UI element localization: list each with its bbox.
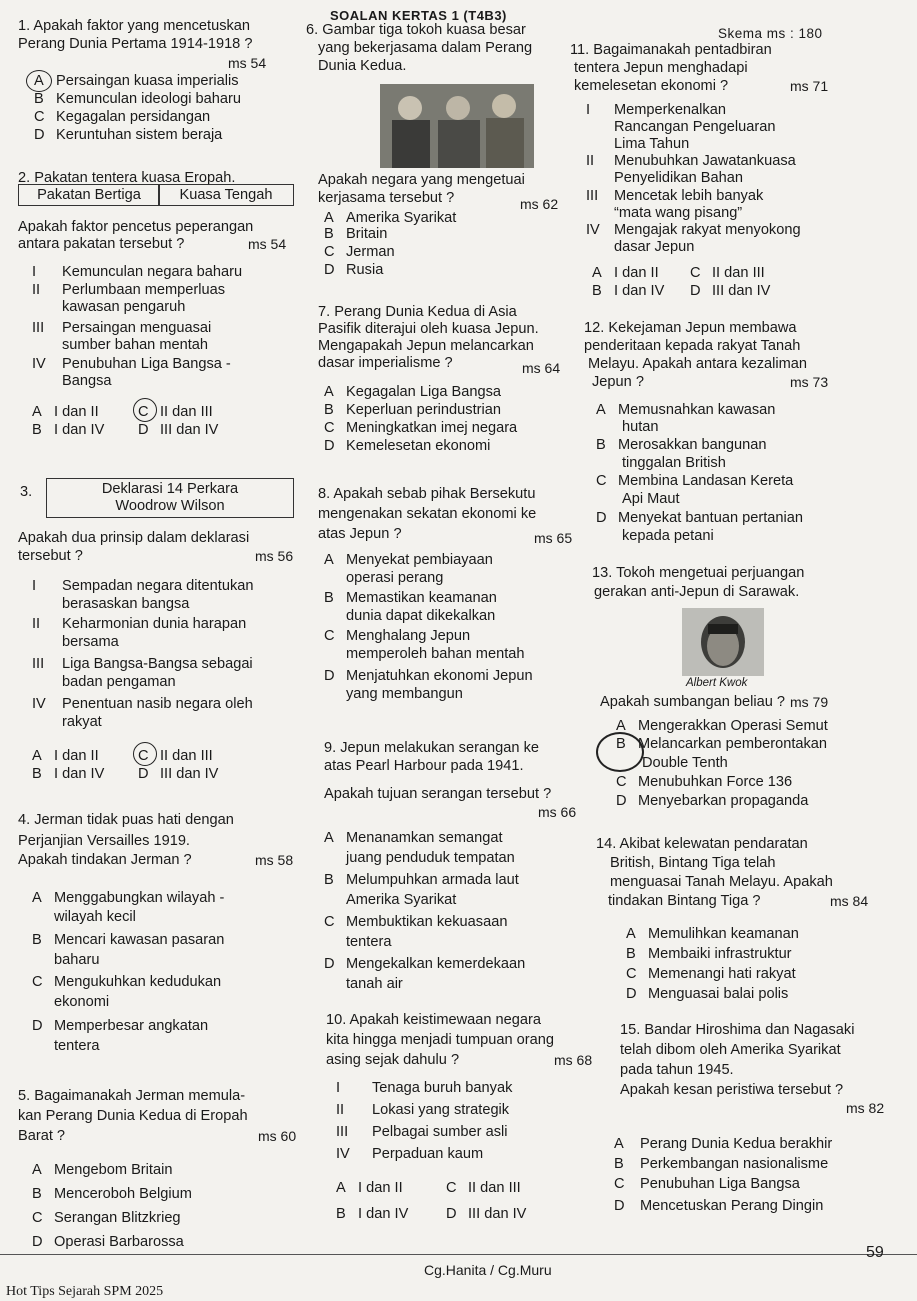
q11-item-iii-cont: “mata wang pisang” [614, 205, 743, 221]
q12-option-c-cont: Api Maut [622, 491, 680, 507]
q6-stem-4: Apakah negara yang mengetuai [318, 172, 525, 188]
q9-option-d[interactable]: D Mengekalkan kemerdekaan [324, 956, 526, 972]
q3-box-line-1: Deklarasi 14 Perkara [101, 481, 239, 497]
q14-option-d[interactable]: D Menguasai balai polis [626, 986, 789, 1002]
q9-option-c-cont: tentera [346, 934, 392, 950]
q15-option-b[interactable]: B Perkembangan nasionalisme [614, 1156, 829, 1172]
q10-ms: ms 68 [554, 1052, 593, 1068]
q3-item-i-cont: berasaskan bangsa [62, 596, 190, 612]
q3-option-a[interactable]: A I dan II [32, 748, 99, 764]
q8-stem-2: mengenakan sekatan ekonomi ke [318, 506, 537, 522]
q11-stem-1: 11. Bagaimanakah pentadbiran [570, 42, 772, 58]
q14-stem-2: British, Bintang Tiga telah [610, 855, 776, 871]
q15-option-a[interactable]: A Perang Dunia Kedua berakhir [614, 1136, 833, 1152]
q15-stem-3: pada tahun 1945. [620, 1062, 734, 1078]
q7-ms: ms 64 [522, 360, 561, 376]
q8-option-b[interactable]: B Memastikan keamanan [324, 590, 497, 606]
photo-caption: Albert Kwok [686, 677, 748, 689]
q4-option-c-cont: ekonomi [54, 994, 110, 1010]
q12-option-c[interactable]: C Membina Landasan Kereta [596, 473, 794, 489]
q9-option-d-cont: tanah air [346, 976, 403, 992]
q7-stem-3: Mengapakah Jepun melancarkan [318, 338, 534, 354]
q9-stem-2: atas Pearl Harbour pada 1941. [324, 758, 524, 774]
q1-option-d[interactable]: D Keruntuhan sistem beraja [34, 127, 223, 143]
q11-item-i-cont2: Lima Tahun [614, 136, 690, 152]
q4-option-a[interactable]: A Menggabungkan wilayah - [32, 890, 225, 906]
q8-option-a-cont: operasi perang [346, 570, 444, 586]
q12-option-a[interactable]: A Memusnahkan kawasan [596, 402, 776, 418]
q8-option-b-cont: dunia dapat dikekalkan [346, 608, 496, 624]
q6-stem-5: kerjasama tersebut ? [318, 190, 455, 206]
q7-option-a[interactable]: A Kegagalan Liga Bangsa [324, 384, 501, 400]
q11-item-ii: II Menubuhkan Jawatankuasa [586, 153, 796, 169]
q2-item-iii: III Persaingan menguasai [32, 320, 212, 336]
q6-option-a[interactable]: A Amerika Syarikat [324, 210, 457, 226]
q4-option-d-cont: tentera [54, 1038, 100, 1054]
q4-stem-2: Perjanjian Versailles 1919. [18, 833, 190, 849]
q9-option-a[interactable]: A Menanamkan semangat [324, 830, 503, 846]
q6-stem-1: 6. Gambar tiga tokoh kuasa besar [306, 22, 526, 38]
q9-option-c[interactable]: C Membuktikan kekuasaan [324, 914, 508, 930]
q9-stem-3: Apakah tujuan serangan tersebut ? [324, 786, 552, 802]
q13-stem-1: 13. Tokoh mengetuai perjuangan [592, 565, 805, 581]
q4-option-b-cont: baharu [54, 952, 100, 968]
q2-item-iv-cont: Bangsa [62, 373, 112, 389]
q10-item-iii: III Pelbagai sumber asli [336, 1124, 508, 1140]
q13-option-b[interactable]: B Melancarkan pemberontakan [616, 736, 828, 752]
q8-ms: ms 65 [534, 530, 573, 546]
q9-option-b[interactable]: B Melumpuhkan armada laut [324, 872, 519, 888]
q8-option-a[interactable]: A Menyekat pembiayaan [324, 552, 493, 568]
q11-item-i-cont1: Rancangan Pengeluaran [614, 119, 776, 135]
q3-item-iv-cont: rakyat [62, 714, 102, 730]
q10-stem-1: 10. Apakah keistimewaan negara [326, 1012, 541, 1028]
q6-stem-3: Dunia Kedua. [318, 58, 407, 74]
q7-option-d[interactable]: D Kemelesetan ekonomi [324, 438, 491, 454]
page-number: 59 [866, 1244, 884, 1261]
q2-question-2: antara pakatan tersebut ? [18, 236, 185, 252]
q3-item-i: I Sempadan negara ditentukan [32, 578, 254, 594]
q11-item-iv: IV Mengajak rakyat menyokong [586, 222, 801, 238]
q11-ms: ms 71 [790, 78, 829, 94]
q2-question-1: Apakah faktor pencetus peperangan [18, 219, 254, 235]
q2-option-a[interactable]: A I dan II [32, 404, 99, 420]
q5-option-b[interactable]: B Menceroboh Belgium [32, 1186, 192, 1202]
q3-item-iii: III Liga Bangsa-Bangsa sebagai [32, 656, 253, 672]
q13-option-a[interactable]: A Mengerakkan Operasi Semut [616, 718, 828, 734]
q11-item-iii: III Mencetak lebih banyak [586, 188, 764, 204]
q12-ms: ms 73 [790, 374, 829, 390]
footer-authors: Cg.Hanita / Cg.Muru [424, 1262, 552, 1278]
q15-option-d[interactable]: D Mencetuskan Perang Dingin [614, 1198, 824, 1214]
q15-option-c[interactable]: C Penubuhan Liga Bangsa [614, 1176, 800, 1192]
q14-option-c[interactable]: C Memenangi hati rakyat [626, 966, 796, 982]
q12-stem-2: penderitaan kepada rakyat Tanah [584, 338, 801, 354]
q5-option-d[interactable]: D Operasi Barbarossa [32, 1234, 184, 1250]
q1-stem-2: Perang Dunia Pertama 1914-1918 ? [18, 36, 253, 52]
q13-ms: ms 79 [790, 694, 829, 710]
q11-stem-2: tentera Jepun menghadapi [574, 60, 748, 76]
q6-option-b[interactable]: B Britain [324, 226, 388, 242]
q14-option-a[interactable]: A Memulihkan keamanan [626, 926, 799, 942]
q2-item-i: I Kemunculan negara baharu [32, 264, 243, 280]
q2-item-ii-cont: kawasan pengaruh [62, 299, 186, 315]
q3-number: 3. [20, 484, 33, 500]
q15-stem-2: telah dibom oleh Amerika Syarikat [620, 1042, 841, 1058]
q13-option-d[interactable]: D Menyebarkan propaganda [616, 793, 809, 809]
q8-option-d-cont: yang membangun [346, 686, 463, 702]
q10-option-c[interactable]: C II dan III [446, 1180, 521, 1196]
q3-option-c[interactable]: C II dan III [138, 748, 213, 764]
q12-stem-4: Jepun ? [592, 374, 644, 390]
q2-item-iii-cont: sumber bahan mentah [62, 337, 209, 353]
q6-stem-2: yang bekerjasama dalam Perang [318, 40, 533, 56]
q10-item-i: I Tenaga buruh banyak [336, 1080, 513, 1096]
q9-option-a-cont: juang penduduk tempatan [346, 850, 515, 866]
q3-option-b[interactable]: B I dan IV [32, 766, 105, 782]
q13-option-c[interactable]: C Menubuhkan Force 136 [616, 774, 793, 790]
q11-item-i: I Memperkenalkan [586, 102, 726, 118]
q6-option-d[interactable]: D Rusia [324, 262, 384, 278]
q10-item-iv: IV Perpaduan kaum [336, 1146, 484, 1162]
q2-table-col2: Kuasa Tengah [158, 184, 294, 206]
q9-ms: ms 66 [538, 804, 577, 820]
q2-table-col1: Pakatan Bertiga [18, 184, 160, 206]
q7-option-c[interactable]: C Meningkatkan imej negara [324, 420, 518, 436]
q8-stem-3: atas Jepun ? [318, 526, 402, 542]
q8-option-d[interactable]: D Menjatuhkan ekonomi Jepun [324, 668, 533, 684]
q14-stem-1: 14. Akibat kelewatan pendaratan [596, 836, 808, 852]
q11-stem-3: kemelesetan ekonomi ? [574, 78, 729, 94]
q8-stem-1: 8. Apakah sebab pihak Bersekutu [318, 486, 536, 502]
q2-option-c[interactable]: C II dan III [138, 404, 213, 420]
q8-option-c-cont: memperoleh bahan mentah [346, 646, 525, 662]
q7-stem-2: Pasifik diterajui oleh kuasa Jepun. [318, 321, 539, 337]
q10-stem-3: asing sejak dahulu ? [326, 1052, 460, 1068]
q1-option-b[interactable]: B Kemunculan ideologi baharu [34, 91, 241, 107]
q5-option-c[interactable]: C Serangan Blitzkrieg [32, 1210, 181, 1226]
q1-option-a[interactable]: A Persaingan kuasa imperialis [34, 73, 239, 89]
q6-option-c[interactable]: C Jerman [324, 244, 395, 260]
q2-option-d[interactable]: D III dan IV [138, 422, 219, 438]
q4-stem-3: Apakah tindakan Jerman ? [18, 852, 192, 868]
footer-book-title: Hot Tips Sejarah SPM 2025 [6, 1284, 164, 1299]
q10-option-b[interactable]: B I dan IV [336, 1206, 409, 1222]
q3-question-2: tersebut ? [18, 548, 83, 564]
q5-option-a[interactable]: A Mengebom Britain [32, 1162, 173, 1178]
q12-option-b-cont: tinggalan British [622, 455, 726, 471]
q15-ms: ms 82 [846, 1100, 885, 1116]
q1-ms: ms 54 [228, 55, 267, 71]
q7-stem-1: 7. Perang Dunia Kedua di Asia [318, 304, 517, 320]
q12-stem-3: Melayu. Apakah antara kezaliman [588, 356, 808, 372]
q3-box [46, 478, 294, 518]
q2-item-ii: II Perlumbaan memperluas [32, 282, 226, 298]
q11-option-c[interactable]: C II dan III [690, 265, 765, 281]
q10-option-d[interactable]: D III dan IV [446, 1206, 527, 1222]
q11-item-ii-cont: Penyelidikan Bahan [614, 170, 744, 186]
q3-item-iii-cont: badan pengaman [62, 674, 176, 690]
q4-stem-1: 4. Jerman tidak puas hati dengan [18, 812, 234, 828]
q14-ms: ms 84 [830, 893, 869, 909]
q9-stem-1: 9. Jepun melakukan serangan ke [324, 740, 539, 756]
q3-item-ii-cont: bersama [62, 634, 119, 650]
q4-option-a-cont: wilayah kecil [54, 909, 136, 925]
big-three-photo [380, 84, 534, 168]
q10-option-a[interactable]: A I dan II [336, 1180, 403, 1196]
q11-option-b[interactable]: B I dan IV [592, 283, 665, 299]
q5-stem-2: kan Perang Dunia Kedua di Eropah [18, 1108, 248, 1124]
q12-option-b[interactable]: B Merosakkan bangunan [596, 437, 767, 453]
q3-question-1: Apakah dua prinsip dalam deklarasi [18, 530, 250, 546]
q13-option-b-cont: Double Tenth [642, 755, 728, 771]
q12-option-a-cont: hutan [622, 419, 659, 435]
q14-stem-3: menguasai Tanah Melayu. Apakah [610, 874, 833, 890]
q3-option-d[interactable]: D III dan IV [138, 766, 219, 782]
q2-stem: 2. Pakatan tentera kuasa Eropah. [18, 170, 236, 186]
q3-item-iv: IV Penentuan nasib negara oleh [32, 696, 253, 712]
paper-title: SOALAN KERTAS 1 (T4B3) [330, 8, 507, 23]
q14-stem-4: tindakan Bintang Tiga ? [608, 893, 761, 909]
q5-stem-3: Barat ? [18, 1128, 66, 1144]
q12-stem-1: 12. Kekejaman Jepun membawa [584, 320, 797, 336]
q4-option-c[interactable]: C Mengukuhkan kedudukan [32, 974, 222, 990]
q3-ms: ms 56 [255, 548, 294, 564]
q2-option-b[interactable]: B I dan IV [32, 422, 105, 438]
q12-option-d-cont: kepada petani [622, 528, 714, 544]
q14-option-b[interactable]: B Membaiki infrastruktur [626, 946, 792, 962]
q7-stem-4: dasar imperialisme ? [318, 355, 453, 371]
q5-stem-1: 5. Bagaimanakah Jerman memula- [18, 1088, 246, 1104]
q1-stem-1: 1. Apakah faktor yang mencetuskan [18, 18, 251, 34]
q4-option-d[interactable]: D Memperbesar angkatan [32, 1018, 209, 1034]
q11-item-iv-cont: dasar Jepun [614, 239, 695, 255]
q11-option-d[interactable]: D III dan IV [690, 283, 771, 299]
q9-option-b-cont: Amerika Syarikat [346, 892, 457, 908]
q13-stem-2: gerakan anti-Jepun di Sarawak. [594, 584, 800, 600]
q2-item-iv: IV Penubuhan Liga Bangsa - [32, 356, 231, 372]
q15-stem-1: 15. Bandar Hiroshima dan Nagasaki [620, 1022, 855, 1038]
q4-ms: ms 58 [255, 852, 294, 868]
q1-option-c[interactable]: C Kegagalan persidangan [34, 109, 211, 125]
q5-ms: ms 60 [258, 1128, 297, 1144]
q2-ms: ms 54 [248, 236, 287, 252]
q13-stem-3: Apakah sumbangan beliau ? [600, 694, 785, 710]
q12-option-d[interactable]: D Menyekat bantuan pertanian [596, 510, 803, 526]
q7-option-b[interactable]: B Keperluan perindustrian [324, 402, 501, 418]
footer-divider [0, 1254, 917, 1255]
q4-option-b[interactable]: B Mencari kawasan pasaran [32, 932, 225, 948]
q10-stem-2: kita hingga menjadi tumpuan orang [326, 1032, 554, 1048]
q11-option-a[interactable]: A I dan II [592, 265, 659, 281]
skema-ref: Skema ms : 180 [718, 26, 823, 41]
q8-option-c[interactable]: C Menghalang Jepun [324, 628, 471, 644]
q3-item-ii: II Keharmonian dunia harapan [32, 616, 247, 632]
q6-ms: ms 62 [520, 196, 559, 212]
q15-stem-4: Apakah kesan peristiwa tersebut ? [620, 1082, 844, 1098]
albert-kwok-photo [682, 608, 764, 676]
q3-box-line-2: Woodrow Wilson [115, 498, 225, 514]
q10-item-ii: II Lokasi yang strategik [336, 1102, 510, 1118]
